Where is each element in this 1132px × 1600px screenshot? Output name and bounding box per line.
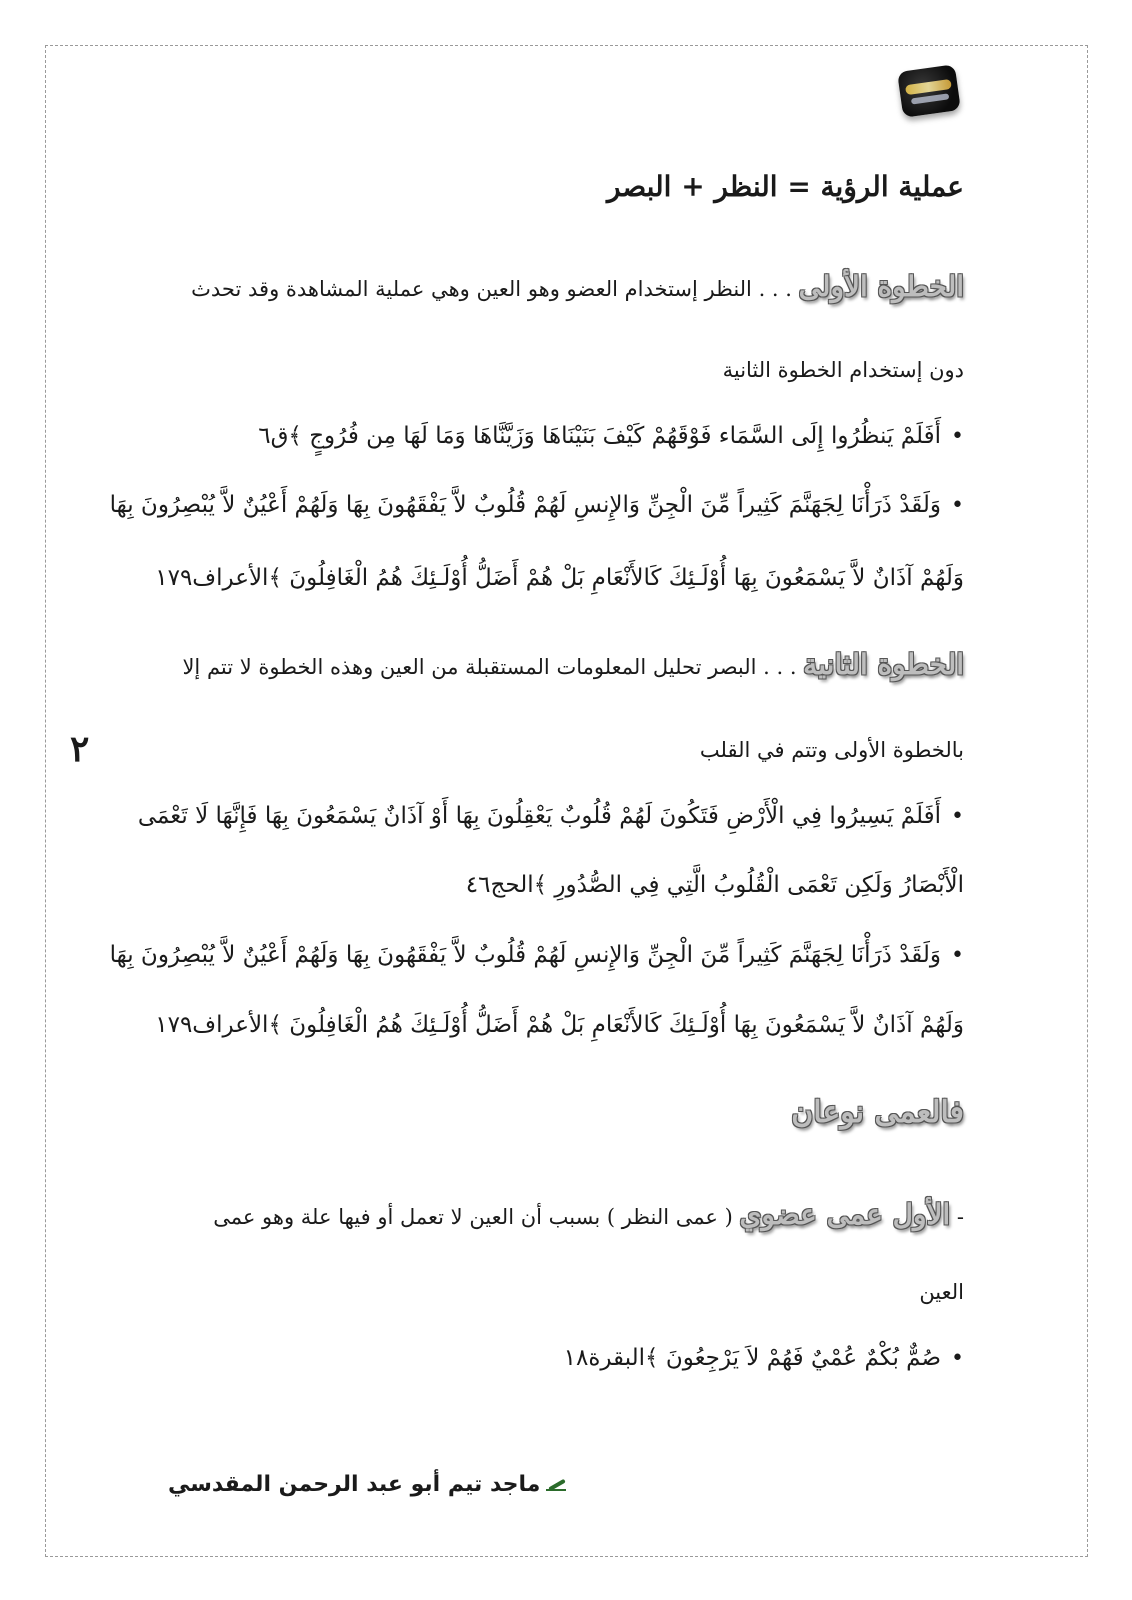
step2-heading: الخطوة الثانية xyxy=(803,648,964,681)
first-type-line1 xyxy=(213,1198,964,1232)
step1-text-line1: . . . النظر إستخدام العضو وهو العين وهي عملية المشاهدة وقد تحدث xyxy=(191,277,799,301)
verse-item xyxy=(110,942,964,970)
first-type-text-line1: ( عمى النظر ) بسبب أن العين لا تعمل أو فيها علة وهو عمى xyxy=(213,1205,740,1229)
dash-marker: - xyxy=(950,1205,964,1229)
page-number: ٢ xyxy=(70,728,90,770)
verse-item xyxy=(258,423,964,451)
first-type-text-line2: العين xyxy=(919,1280,964,1304)
verse-item xyxy=(110,492,964,520)
bullet-icon: • xyxy=(951,943,964,968)
verse-text: صُمٌّ بُكْمٌ عُمْيٌ فَهُمْ لاَ يَرْجِعُونَ ﴾البقرة١٨ xyxy=(563,1345,942,1371)
pen-icon xyxy=(546,1478,568,1492)
first-type-heading: الأول عمى عضوي xyxy=(739,1198,951,1231)
step1-text-line2: دون إستخدام الخطوة الثانية xyxy=(722,358,964,382)
step2-paragraph-line1 xyxy=(182,648,964,682)
bullet-icon: • xyxy=(951,804,964,829)
step2-text-line2: بالخطوة الأولى وتتم في القلب xyxy=(699,738,964,762)
page-title: عملية الرؤية = النظر + البصر xyxy=(606,170,964,203)
step1-heading: الخطوة الأولى xyxy=(798,270,964,303)
author-name: ماجد تيم أبو عبد الرحمن المقدسي xyxy=(168,1472,541,1497)
verse-continuation: وَلَهُمْ آذَانٌ لاَّ يَسْمَعُونَ بِهَا أُوْلَـئِكَ كَالأَنْعَامِ بَلْ هُمْ أَضَلُّ أُوْلَـئِكَ هُمُ الْغَافِلُونَ ﴾الأعراف١٧٩ xyxy=(155,565,964,591)
verse-continuation: وَلَهُمْ آذَانٌ لاَّ يَسْمَعُونَ بِهَا أُوْلَـئِكَ كَالأَنْعَامِ بَلْ هُمْ أَضَلُّ أُوْلَـئِكَ هُمُ الْغَافِلُونَ ﴾الأعراف١٧٩ xyxy=(155,1012,964,1038)
verse-text: وَلَقَدْ ذَرَأْنَا لِجَهَنَّمَ كَثِيراً مِّنَ الْجِنِّ وَالإِنسِ لَهُمْ قُلُوبٌ لاَّ يَفْقَهُونَ بِهَا وَلَهُمْ أَعْيُنٌ لاَّ يُبْصِرُونَ بِهَا xyxy=(109,942,942,968)
bullet-icon: • xyxy=(951,493,964,518)
verse-continuation: الْأَبْصَارُ وَلَكِن تَعْمَى الْقُلُوبُ الَّتِي فِي الصُّدُورِ ﴾الحج٤٦ xyxy=(465,872,964,898)
logo-icon xyxy=(897,64,961,118)
verse-item xyxy=(564,1345,964,1373)
verse-text: أَفَلَمْ يَسِيرُوا فِي الْأَرْضِ فَتَكُونَ لَهُمْ قُلُوبٌ يَعْقِلُونَ بِهَا أَوْ آذَانٌ يَسْمَعُونَ بِهَا فَإِنَّهَا لَا تَعْمَى xyxy=(137,803,942,829)
step2-text-line1: . . . البصر تحليل المعلومات المستقبلة من العين وهذه الخطوة لا تتم إلا xyxy=(182,655,804,679)
step1-paragraph-line1 xyxy=(191,270,964,304)
bullet-icon: • xyxy=(951,424,964,449)
verse-text: أَفَلَمْ يَنظُرُوا إِلَى السَّمَاء فَوْقَهُمْ كَيْفَ بَنَيْنَاهَا وَزَيَّنَّاهَا وَمَا لَهَا مِن فُرُوجٍ ﴾ق٦ xyxy=(258,423,942,449)
author-signature xyxy=(168,1472,568,1497)
verse-text: وَلَقَدْ ذَرَأْنَا لِجَهَنَّمَ كَثِيراً مِّنَ الْجِنِّ وَالإِنسِ لَهُمْ قُلُوبٌ لاَّ يَفْقَهُونَ بِهَا وَلَهُمْ أَعْيُنٌ لاَّ يُبْصِرُونَ بِهَا xyxy=(109,492,942,518)
blindness-heading: فالعمى نوعان xyxy=(791,1095,964,1130)
bullet-icon: • xyxy=(951,1346,964,1371)
verse-item xyxy=(138,803,964,831)
